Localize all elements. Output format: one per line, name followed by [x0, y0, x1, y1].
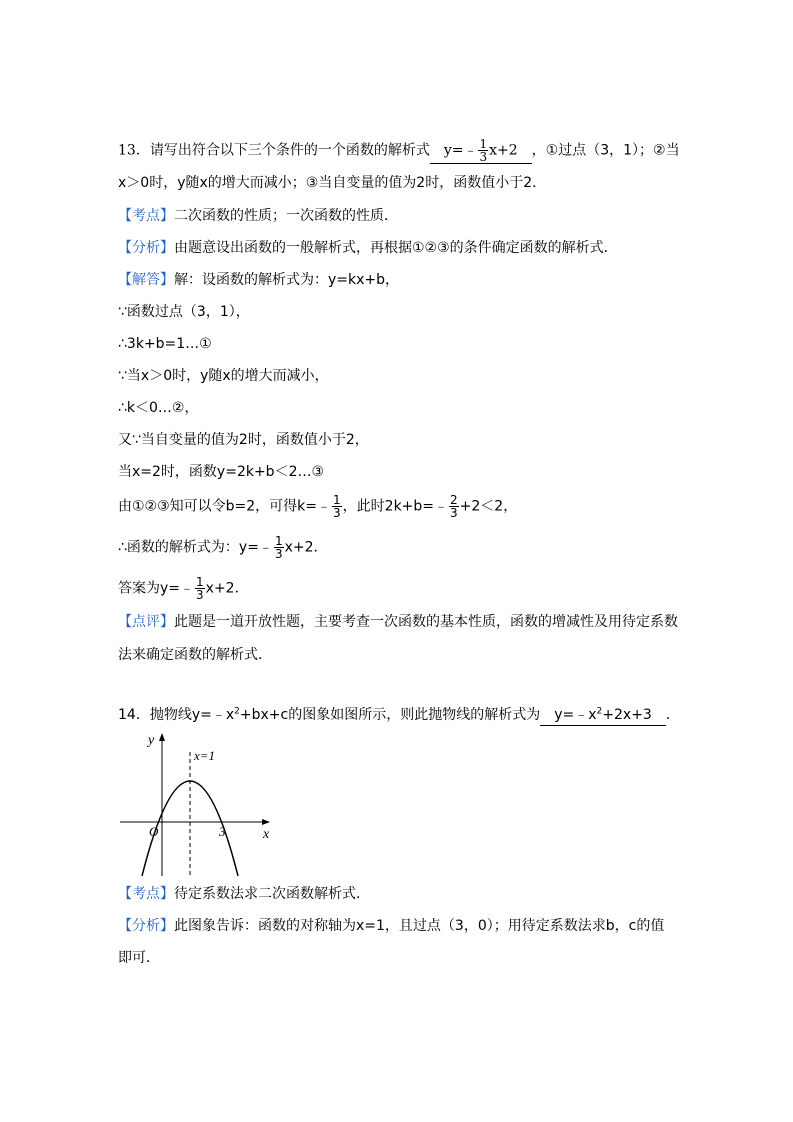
q13-answer-fraction	[478, 138, 488, 163]
q14-stem-sup: 2	[234, 706, 240, 717]
q14-stem-b: +bx+c的图象如图所示，则此抛物线的解析式为	[239, 707, 541, 723]
q13-answer	[430, 138, 532, 164]
q13-answer-num: 1	[479, 137, 488, 151]
q14-answer	[540, 705, 666, 726]
q13-step-9-b: x+2．	[205, 580, 249, 597]
q14-stem-a: 抛物线y=﹣x	[149, 707, 235, 723]
q14-kaodian-text: 待定系数法求二次函数解析式．	[174, 886, 370, 902]
q14-number: 14．	[118, 707, 150, 723]
q13-step-9-den: 3	[196, 588, 204, 602]
q13-number: 13．	[118, 142, 150, 159]
q13-fenxi-label: 【分析】	[118, 240, 174, 256]
q13-step-8	[118, 535, 328, 560]
y-axis-arrow-icon	[159, 733, 165, 741]
q13-step-8-a: ∴函数的解析式为：y=﹣	[118, 539, 273, 556]
q13-dianping-line-2: 法来确定函数的解析式．	[118, 647, 272, 663]
x-axis-arrow-icon	[262, 819, 270, 825]
q13-step-9-a: 答案为y=﹣	[118, 580, 195, 597]
q13-answer-pre: y=﹣	[443, 142, 478, 159]
y-axis-label: y	[148, 733, 155, 748]
q14-parabola-figure	[118, 730, 278, 878]
origin-label: O	[149, 824, 159, 839]
q14-kaodian-label: 【考点】	[118, 886, 174, 902]
q14-stem	[118, 705, 680, 726]
q13-stem-a: 请写出符合以下三个条件的一个函数的解析式	[149, 142, 430, 159]
q14-answer-a: y=﹣x	[554, 707, 597, 723]
q14-answer-sup: 2	[596, 706, 603, 717]
q13-step-9-num: 1	[196, 575, 204, 589]
q14-stem-c: ．	[665, 707, 680, 723]
q13-dianping	[118, 612, 678, 632]
q13-step-7-den-2: 3	[450, 506, 458, 520]
q14-fenxi-line-2: 即可．	[118, 950, 160, 966]
q13-step-7-fraction-1	[332, 494, 342, 519]
q14-answer-b: +2x+3	[602, 707, 652, 723]
q13-kaodian	[118, 206, 398, 226]
q13-step-9-fraction	[195, 576, 205, 601]
q13-step-7-a: 由①②③知可以令b=2，可得k=﹣	[118, 498, 332, 515]
q13-jieda	[118, 270, 399, 290]
q14-fenxi	[118, 916, 664, 936]
q13-step-7-num-1: 1	[333, 493, 341, 507]
q13-dianping-text-a: 此题是一道开放性题，主要考查一次函数的基本性质，函数的增减性及用待定系数	[174, 614, 678, 630]
q13-kaodian-text: 二次函数的性质；一次函数的性质．	[174, 208, 398, 224]
q13-step-7	[118, 494, 517, 519]
q14-fenxi-label: 【分析】	[118, 918, 174, 934]
q13-step-6: 当x=2时，函数y=2k+b＜2…③	[118, 464, 325, 480]
symmetry-axis-label: x=1	[194, 748, 216, 763]
q13-step-7-c: +2＜2，	[459, 498, 518, 515]
q13-step-7-den-1: 3	[333, 506, 341, 520]
q13-stem-line-1	[118, 138, 680, 164]
q13-step-8-b: x+2．	[284, 539, 328, 556]
q13-step-7-num-2: 2	[450, 493, 458, 507]
q13-step-4: ∴k＜0…②，	[118, 400, 199, 416]
q13-stem-line-2: x＞0时，y随x的增大而减小；③当自变量的值为2时，函数值小于2．	[118, 175, 547, 191]
q13-kaodian-label: 【考点】	[118, 208, 174, 224]
q13-step-1: ∵函数过点（3，1），	[118, 304, 250, 320]
q13-step-3: ∵当x＞0时，y随x的增大而减小，	[118, 368, 329, 384]
q14-kaodian	[118, 884, 370, 904]
q13-step-5: 又∵当自变量的值为2时，函数值小于2，	[118, 432, 369, 448]
q13-step-2: ∴3k+b=1…①	[118, 336, 212, 352]
q14-fenxi-text-a: 此图象告诉：函数的对称轴为x=1，且过点（3，0）；用待定系数法求b，c的值	[174, 918, 665, 934]
q13-fenxi	[118, 238, 618, 258]
q13-step-7-fraction-2	[449, 494, 459, 519]
q13-stem-b: ，①过点（3，1）；②当	[531, 142, 680, 159]
q13-step-7-b: ，此时2k+b=﹣	[342, 498, 449, 515]
q13-jieda-label: 【解答】	[118, 272, 174, 288]
q13-step-8-den: 3	[274, 547, 283, 561]
q13-answer-post: x+2	[489, 142, 518, 159]
q13-jieda-text: 解：设函数的解析式为：y=kx+b，	[174, 272, 400, 288]
x-intercept-label: 3	[219, 824, 226, 839]
q13-dianping-label: 【点评】	[118, 614, 174, 630]
q13-answer-den: 3	[479, 150, 488, 164]
q13-step-8-fraction	[274, 535, 284, 560]
q13-fenxi-text: 由题意设出函数的一般解析式，再根据①②③的条件确定函数的解析式．	[174, 240, 618, 256]
x-axis-label: x	[263, 827, 270, 842]
q13-step-9	[118, 576, 249, 601]
q13-step-8-num: 1	[274, 534, 283, 548]
